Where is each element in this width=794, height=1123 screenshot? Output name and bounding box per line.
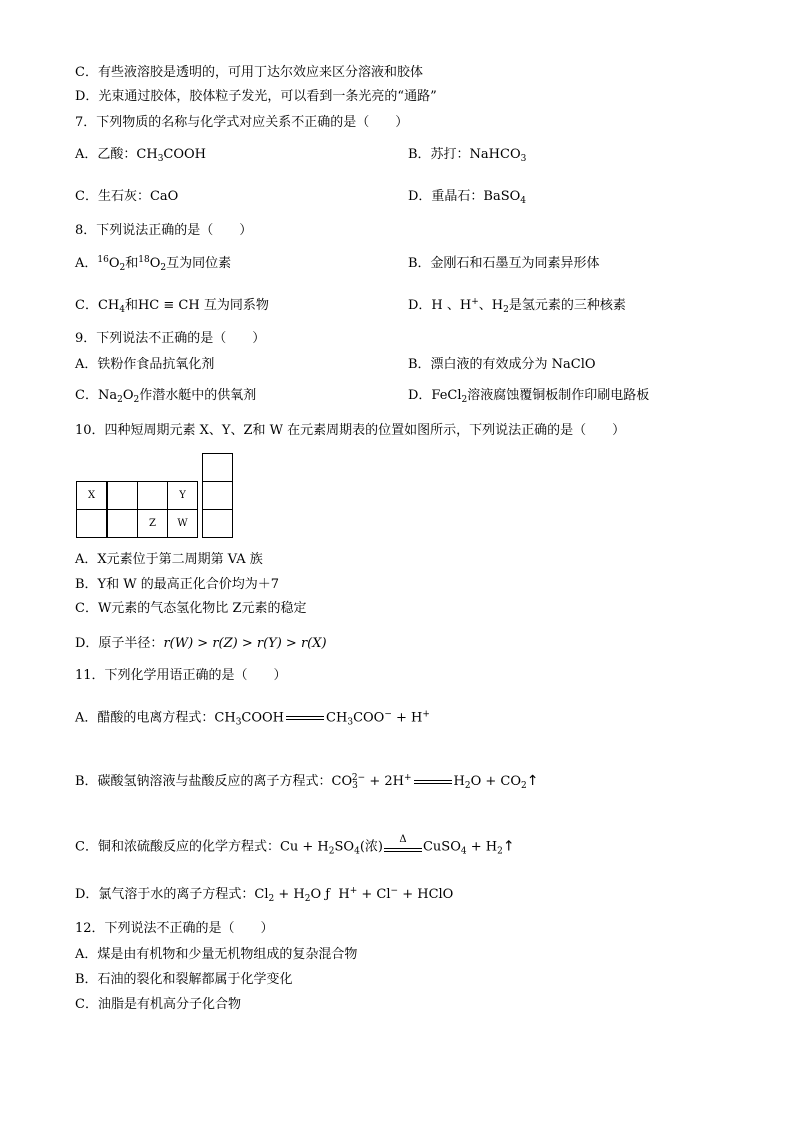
equals-sign: [412, 774, 454, 790]
q12-option-a: A．煤是由有机物和少量无机物组成的复杂混合物: [75, 947, 358, 962]
q10-option-d: D．原子半径：r(W) > r(Z) > r(Y) > r(X): [75, 636, 327, 651]
table-cell: [107, 509, 138, 538]
table-cell: [202, 453, 233, 482]
q7-option-a: A．乙酸：$CH_3COOH$: [75, 147, 207, 164]
q7-option-b: B．苏打：NaHCO$_3$: [408, 147, 527, 164]
q11-option-d: D．氯气溶于水的离子方程式：$Cl_2 + H_2O$ ƒ H+ + Cl− + HClO: [75, 886, 454, 904]
table-cell: [107, 481, 138, 510]
q9-option-d: D．FeCl$_2$溶液腐蚀覆铜板制作印刷电路板: [408, 388, 650, 405]
q7-option-d: D．重晶石：BaSO$_4$: [408, 189, 527, 206]
table-cell-y: Y: [167, 481, 198, 510]
equals-sign: [284, 710, 326, 726]
q9-option-a: A．铁粉作食品抗氧化剂: [75, 357, 215, 372]
table-cell: [202, 509, 233, 538]
table-cell-z: Z: [137, 509, 168, 538]
q12-stem: 12．下列说法不正确的是（ ）: [75, 921, 274, 936]
q8-option-a: A．$^{16}O_2$和$^{18}O_2$互为同位素: [75, 255, 232, 273]
q12-option-b: B．石油的裂化和裂解都属于化学变化: [75, 972, 293, 987]
q12-option-c: C．油脂是有机高分子化合物: [75, 997, 241, 1012]
periodic-table-figure: [76, 453, 238, 537]
q10-stem: 10．四种短周期元素 X、Y、Z和 W 在元素周期表的位置如图所示，下列说法正确的是（ ）: [75, 423, 626, 438]
q8-option-d: D．H 、H+、$H_2$是氢元素的三种核素: [408, 297, 626, 315]
q9-option-c: C．$Na_2O_2$作潜水艇中的供氧剂: [75, 388, 257, 405]
q7-option-c: C．生石灰：CaO: [75, 189, 179, 204]
q9-stem: 9．下列说法不正确的是（ ）: [75, 331, 266, 346]
q10-option-c: C．W元素的气态氢化物比 Z元素的稳定: [75, 601, 307, 616]
gas-arrow-icon: ↑: [502, 838, 515, 855]
q10-option-a: A．X元素位于第二周期第 VA 族: [75, 552, 263, 567]
q8-stem: 8．下列说法正确的是（ ）: [75, 223, 253, 238]
q7-stem: 7．下列物质的名称与化学式对应关系不正确的是（ ）: [75, 115, 409, 130]
gas-arrow-icon: ↑: [526, 773, 539, 789]
q11-option-a: A．醋酸的电离方程式：$CH_3COOH$ $CH_3COO^- + H^+$: [75, 709, 430, 728]
q8-option-b: B．金刚石和石墨互为同素异形体: [408, 256, 600, 271]
q11-option-b: B．碳酸氢钠溶液与盐酸反应的离子方程式：$CO_3^{2-} + 2H^+$ $H_2O$ + $CO_2↑$: [75, 773, 539, 791]
table-cell: [137, 481, 168, 510]
line-d-colloid: D．光束通过胶体，胶体粒子发光，可以看到一条光亮的“通路”: [75, 89, 437, 104]
q10-option-b: B．Y和 W 的最高正化合价均为＋7: [75, 577, 280, 592]
q11-option-c: C．铜和浓硫酸反应的化学方程式：$Cu + H_2SO_4$(浓) Δ CuSO$_4$ + $H_2↑$: [75, 834, 515, 857]
table-cell: [76, 509, 107, 538]
heat-equals-sign: Δ: [383, 836, 423, 858]
q9-option-b: B．漂白液的有效成分为 NaClO: [408, 357, 596, 372]
table-cell-w: W: [167, 509, 198, 538]
table-cell-x: X: [76, 481, 107, 510]
line-c-colloid: C．有些液溶胶是透明的，可用丁达尔效应来区分溶液和胶体: [75, 65, 423, 80]
q11-stem: 11．下列化学用语正确的是（ ）: [75, 668, 287, 683]
q8-option-c: C．$CH_4$和HC ≡ CH 互为同系物: [75, 298, 269, 315]
table-cell: [202, 481, 233, 510]
